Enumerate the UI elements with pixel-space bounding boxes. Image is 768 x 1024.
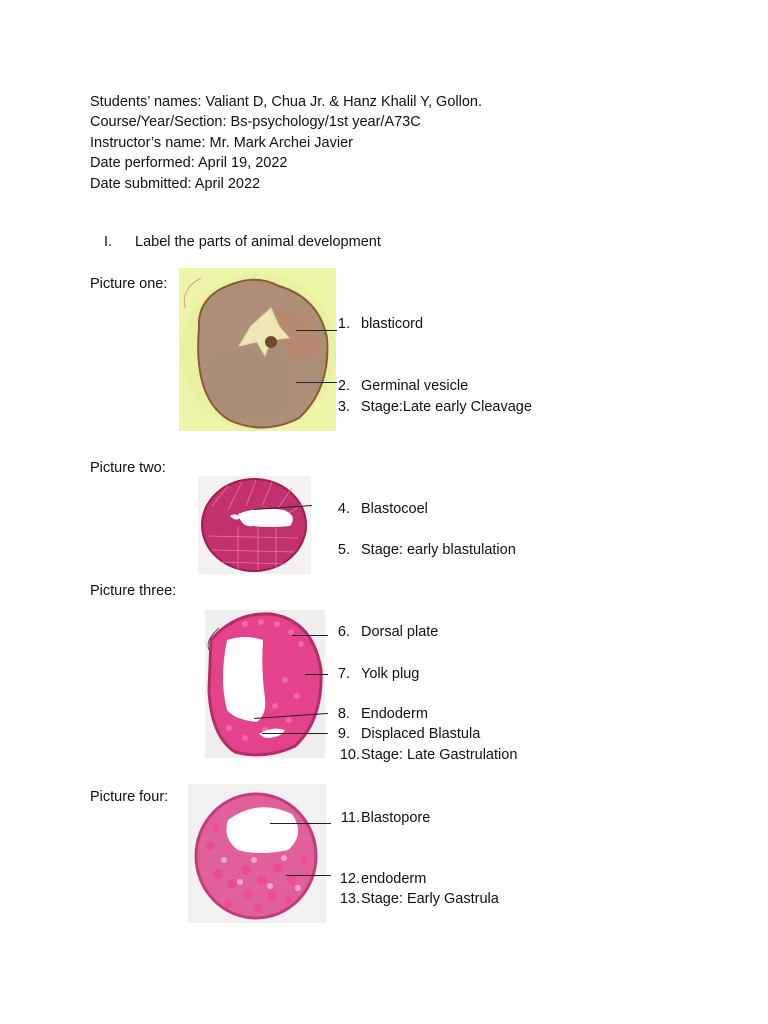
- date-performed: Date performed: April 19, 2022: [90, 155, 288, 171]
- section-numeral: I.: [104, 234, 113, 250]
- label-stage-early-gastrula: Stage: Early Gastrula: [361, 891, 499, 907]
- label-number: 11.: [340, 810, 360, 826]
- picture-four-image: [188, 784, 326, 923]
- picture-one-caption: Picture one:: [90, 276, 168, 292]
- label-number: 5.: [337, 542, 350, 558]
- label-number: 3.: [337, 399, 350, 415]
- label-dorsal-plate: Dorsal plate: [361, 624, 439, 640]
- label-blastocoel: Blastocoel: [361, 501, 428, 517]
- label-number: 7.: [337, 666, 350, 682]
- leader-line: [286, 875, 331, 876]
- label-blastopore: Blastopore: [361, 810, 431, 826]
- label-number: 2.: [337, 378, 350, 394]
- picture-two-caption: Picture two:: [90, 460, 166, 476]
- label-blasticord: blasticord: [361, 316, 424, 332]
- label-number: 9.: [337, 726, 350, 742]
- label-stage-cleavage: Stage:Late early Cleavage: [361, 399, 532, 415]
- students-names: Students’ names: Valiant D, Chua Jr. & Hanz Khalil Y, Gollon.: [90, 94, 482, 110]
- label-stage-blastulation: Stage: early blastulation: [361, 542, 516, 558]
- picture-four-caption: Picture four:: [90, 789, 169, 805]
- label-stage-gastrulation: Stage: Late Gastrulation: [361, 747, 518, 763]
- label-number: 10.: [339, 747, 360, 763]
- label-yolk-plug: Yolk plug: [361, 666, 420, 682]
- instructor-name: Instructor’s name: Mr. Mark Archei Javier: [90, 135, 353, 151]
- label-number: 12.: [339, 871, 360, 887]
- course-year-section: Course/Year/Section: Bs-psychology/1st year/A73C: [90, 114, 421, 130]
- picture-one-image: [179, 268, 336, 431]
- label-number: 1.: [337, 316, 350, 332]
- section-title: Label the parts of animal development: [135, 234, 381, 250]
- leader-line: [262, 733, 328, 734]
- label-number: 6.: [337, 624, 350, 640]
- leader-line: [270, 823, 331, 824]
- label-germinal-vesicle: Germinal vesicle: [361, 378, 469, 394]
- label-number: 13.: [339, 891, 360, 907]
- date-submitted: Date submitted: April 2022: [90, 176, 261, 192]
- picture-two-image: [198, 476, 311, 574]
- label-number: 4.: [337, 501, 350, 517]
- label-endoderm: Endoderm: [361, 706, 428, 722]
- label-displaced-blastula: Displaced Blastula: [361, 726, 481, 742]
- label-number: 8.: [337, 706, 350, 722]
- label-endoderm-2: endoderm: [361, 871, 427, 887]
- picture-three-caption: Picture three:: [90, 583, 177, 599]
- picture-three-image: [205, 610, 325, 758]
